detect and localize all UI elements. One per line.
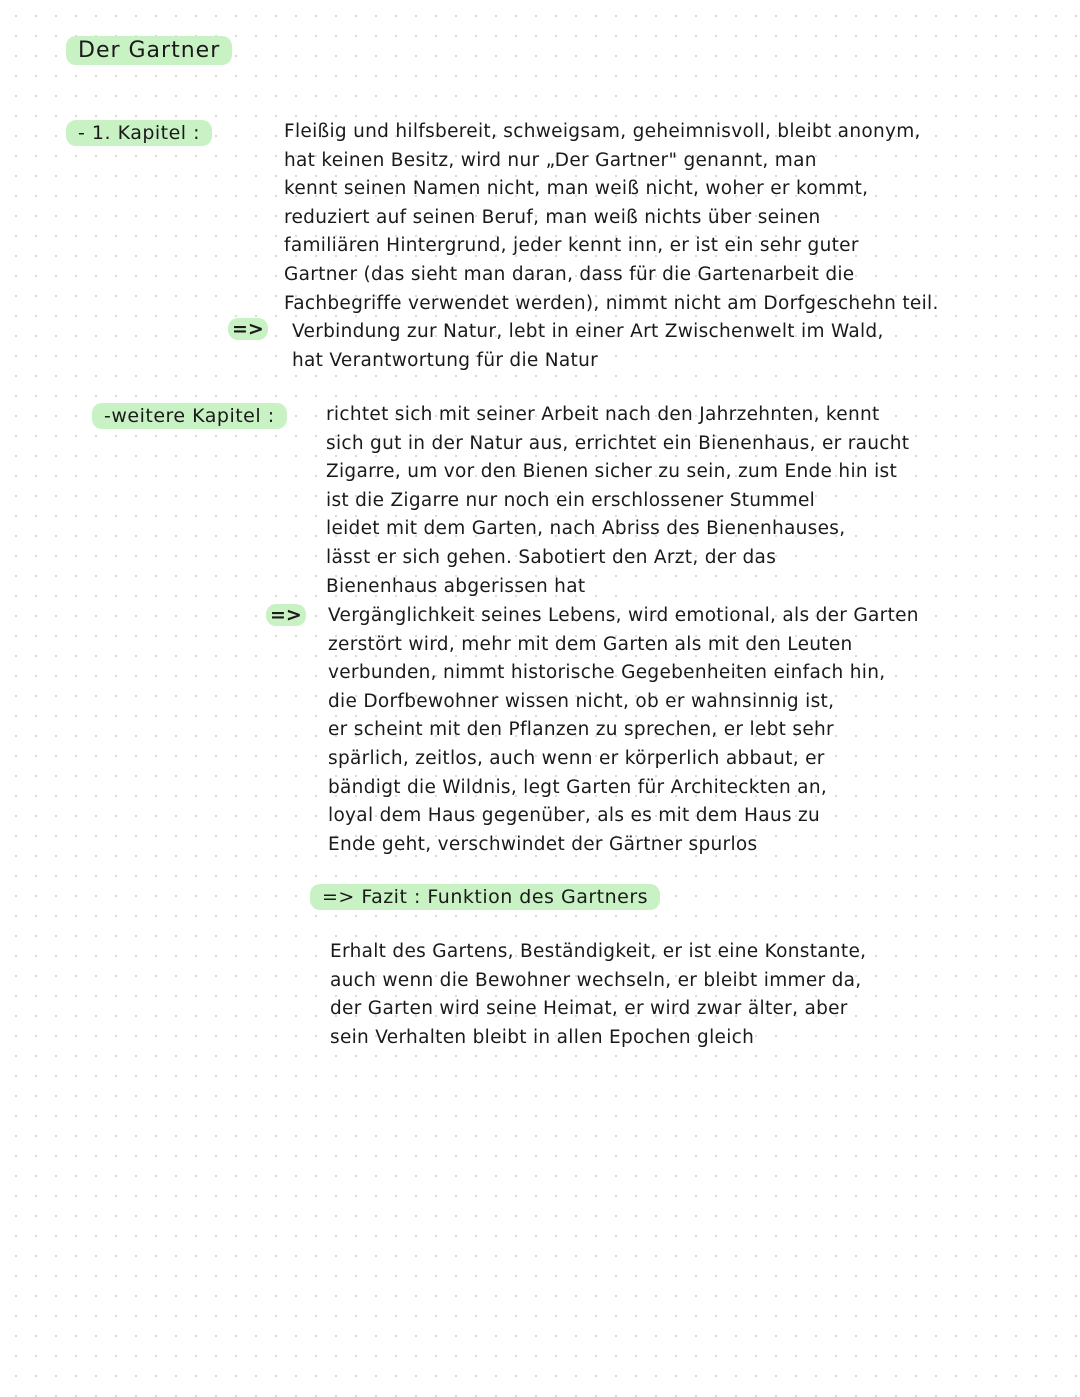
section-2-text (326, 401, 909, 601)
text-line: Zigarre, um vor den Bienen sicher zu sein, zum Ende hin ist (326, 461, 898, 483)
text-line: Fleißig und hilfsbereit, schweigsam, geheimnisvoll, bleibt anonym, (284, 121, 921, 142)
text-line: Fachbegriffe verwendet werden), nimmt nicht am Dorfgeschehn teil. (284, 292, 939, 314)
text-line: Gartner (das sieht man daran, dass für die Gartenarbeit die (284, 263, 855, 285)
text-line: bändigt die Wildnis, legt Garten für Architeckten an, (328, 776, 828, 798)
text-line: hat Verantwortung für die Natur (292, 349, 599, 371)
page-title: Der Gartner (66, 36, 232, 65)
text-line: lässt er sich gehen. Sabotiert den Arzt, der das (326, 546, 777, 568)
text-line: richtet sich mit seiner Arbeit nach den Jahrzehnten, kennt (326, 404, 880, 425)
fazit-text (330, 938, 866, 1052)
section-1-conclusion (292, 318, 884, 375)
conclusion-arrow: => (228, 318, 268, 340)
text-line: Verbindung zur Natur, lebt in einer Art Zwischenwelt im Wald, (292, 321, 884, 342)
text-line: er scheint mit den Pflanzen zu sprechen, er lebt sehr (328, 719, 834, 741)
text-line: spärlich, zeitlos, auch wenn er körperlich abbaut, er (328, 747, 825, 769)
text-line: kennt seinen Namen nicht, man weiß nicht, woher er kommt, (284, 178, 869, 200)
text-line: reduziert auf seinen Beruf, man weiß nichts über seinen (284, 206, 821, 228)
text-line: familiären Hintergrund, jeder kennt inn, er ist ein sehr guter (284, 235, 859, 257)
text-line: der Garten wird seine Heimat, er wird zwar älter, aber (330, 998, 848, 1020)
section-1-text (284, 118, 939, 318)
text-line: die Dorfbewohner wissen nicht, ob er wahnsinnig ist, (328, 690, 835, 712)
fazit-heading: => Fazit : Funktion des Gartners (310, 884, 660, 910)
text-line: loyal dem Haus gegenüber, als es mit dem Haus zu (328, 805, 821, 827)
text-line: leidet mit dem Garten, nach Abriss des Bienenhauses, (326, 518, 846, 540)
text-line: Vergänglichkeit seines Lebens, wird emotional, als der Garten (328, 605, 919, 626)
text-line: zerstört wird, mehr mit dem Garten als mit den Leuten (328, 633, 853, 655)
text-line: auch wenn die Bewohner wechseln, er bleibt immer da, (330, 969, 862, 991)
text-line: hat keinen Besitz, wird nur „Der Gartner" genannt, man (284, 149, 817, 171)
section-label-chapter-1: - 1. Kapitel : (66, 120, 212, 146)
text-line: Bienenhaus abgerissen hat (326, 575, 586, 597)
conclusion-arrow: => (266, 604, 306, 626)
text-line: ist die Zigarre nur noch ein erschlossener Stummel (326, 489, 816, 511)
text-line: verbunden, nimmt historische Gegebenheiten einfach hin, (328, 662, 886, 684)
text-line: sein Verhalten bleibt in allen Epochen gleich (330, 1026, 755, 1048)
text-line: Ende geht, verschwindet der Gärtner spurlos (328, 833, 758, 855)
text-line: Erhalt des Gartens, Beständigkeit, er ist eine Konstante, (330, 941, 867, 962)
text-line: sich gut in der Natur aus, errichtet ein Bienenhaus, er raucht (326, 432, 910, 454)
section-2-conclusion (328, 602, 919, 859)
section-label-further-chapters: -weitere Kapitel : (92, 403, 287, 429)
